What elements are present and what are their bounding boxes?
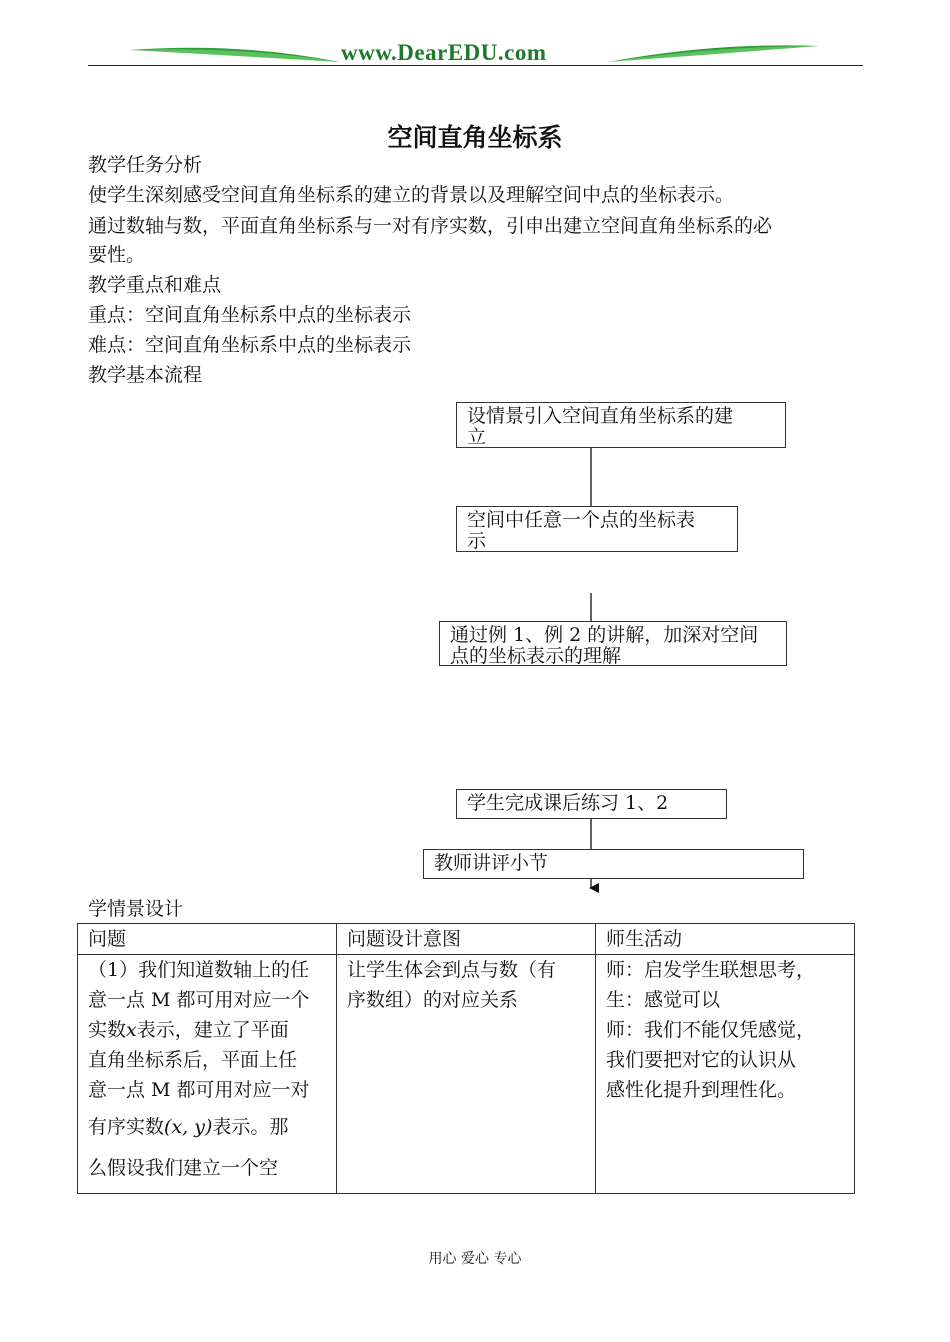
cell-line: （1）我们知道数轴上的任	[88, 959, 310, 981]
paragraph-line: 通过数轴与数，平面直角坐标系与一对有序实数，引申出建立空间直角坐标系的必	[88, 215, 773, 237]
flow-step-text: 空间中任意一个点的坐标表	[467, 509, 696, 531]
page-footer: 用心 爱心 专心	[428, 1251, 522, 1267]
flow-step-text: 教师讲评小节	[434, 852, 549, 874]
cell-line: 让学生体会到点与数（有	[347, 959, 557, 981]
cell-line: 感性化提升到理性化。	[606, 1079, 797, 1101]
math-xy: (x, y)	[164, 1116, 213, 1138]
cell-line: 直角坐标系后，平面上任	[88, 1049, 298, 1071]
cell-line: 意一点 M 都可用对应一个	[88, 989, 310, 1011]
cell-line: 师：启发学生联想思考，	[606, 959, 816, 981]
flow-step-text: 通过例 1、例 2 的讲解，加深对空间	[450, 624, 759, 646]
heading-key-points: 教学重点和难点	[88, 274, 222, 296]
paragraph-line: 使学生深刻感受空间直角坐标系的建立的背景以及理解空间中点的坐标表示。	[88, 184, 735, 206]
table-row	[78, 955, 855, 1194]
intent-cell	[337, 955, 596, 1194]
table-header-cell: 问题	[78, 924, 337, 955]
heading-scene-design: 学情景设计	[88, 898, 184, 920]
cell-line: 生：感觉可以	[606, 989, 721, 1011]
cell-line: 意一点 M 都可用对应一对	[88, 1079, 310, 1101]
flow-step-review	[423, 849, 804, 879]
flow-step-text: 点的坐标表示的理解	[450, 645, 622, 667]
cell-line	[88, 1015, 328, 1045]
heading-flow: 教学基本流程	[88, 364, 203, 386]
key-point-line: 重点：空间直角坐标系中点的坐标表示	[88, 304, 412, 326]
cell-text: 有序实数	[88, 1116, 165, 1138]
activity-cell	[596, 955, 855, 1194]
heading-task-analysis: 教学任务分析	[88, 154, 203, 176]
flow-step-text: 示	[467, 530, 487, 552]
cell-line: 么假设我们建立一个空	[88, 1157, 279, 1179]
math-x: x	[126, 1019, 137, 1041]
cell-text: 实数	[88, 1019, 127, 1041]
flow-step-introduce-scene	[456, 402, 786, 448]
flow-step-examples	[439, 621, 787, 666]
paragraph-line: 要性。	[88, 244, 146, 266]
flow-step-text: 学生完成课后练习 1、2	[467, 792, 669, 814]
cell-text: 表示。那	[212, 1116, 289, 1138]
page-title: 空间直角坐标系	[387, 123, 563, 152]
lesson-table	[77, 923, 855, 1194]
cell-line: 序数组）的对应关系	[347, 989, 519, 1011]
table-header-row	[78, 924, 855, 955]
site-logo-text[interactable]: www.DearEDU.com	[341, 40, 547, 65]
flow-step-text: 设情景引入空间直角坐标系的建	[467, 405, 734, 427]
difficulty-line: 难点：空间直角坐标系中点的坐标表示	[88, 334, 412, 356]
flow-step-exercises	[456, 789, 727, 819]
cell-line: 师：我们不能仅凭感觉，	[606, 1019, 816, 1041]
cell-line	[88, 1105, 328, 1149]
flow-step-point-coordinates	[456, 506, 738, 552]
table-header-cell: 问题设计意图	[337, 924, 596, 955]
table-header-cell: 师生活动	[596, 924, 855, 955]
cell-line: 我们要把对它的认识从	[606, 1049, 797, 1071]
question-cell	[78, 955, 337, 1194]
flow-step-text: 立	[467, 426, 487, 448]
cell-text: 表示，建立了平面	[136, 1019, 289, 1041]
